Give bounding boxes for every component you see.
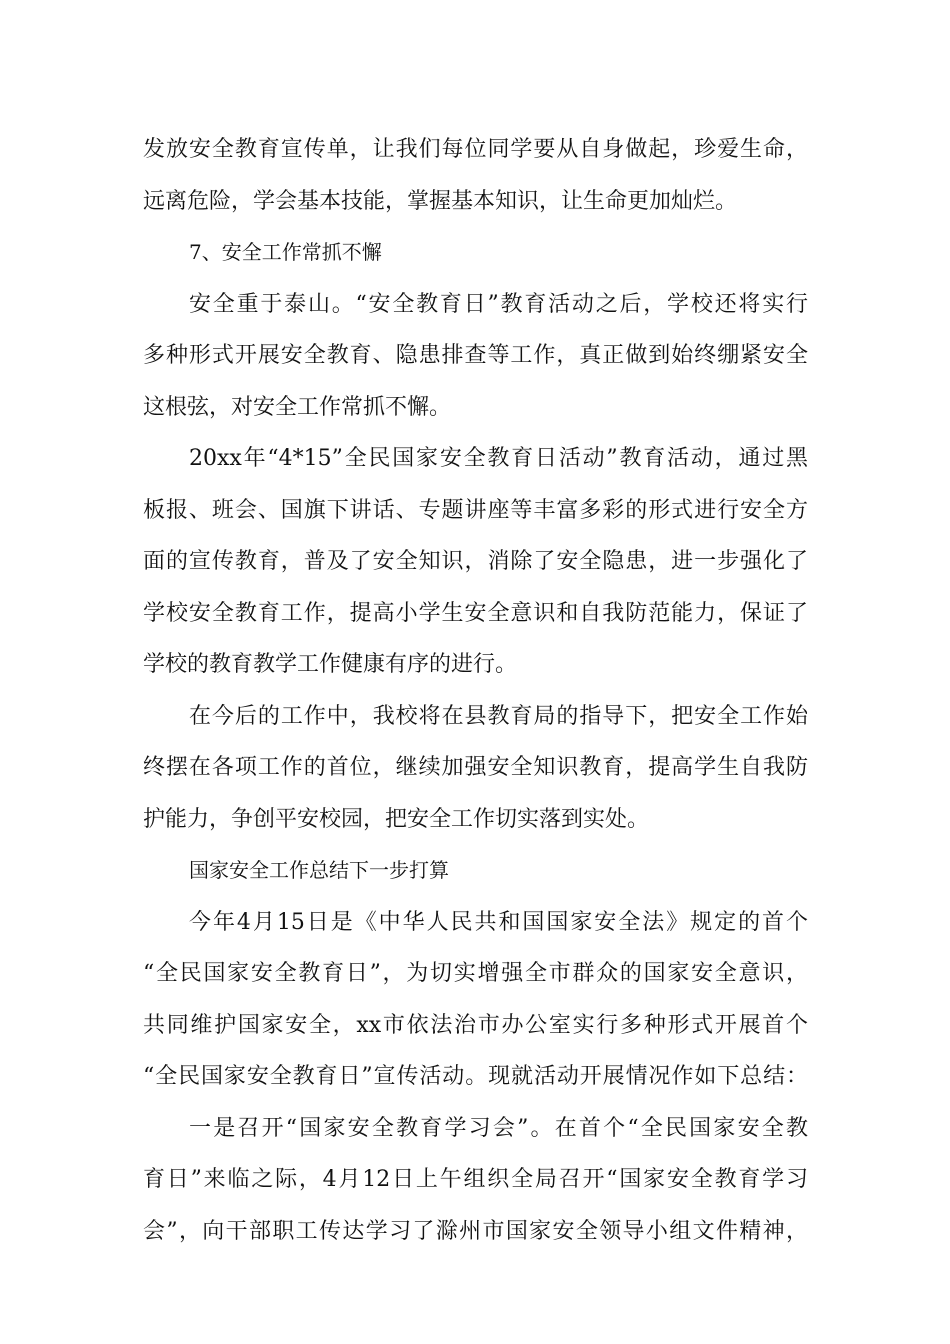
text-line: 板报、班会、国旗下讲话、专题讲座等丰富多彩的形式进行安全方	[143, 497, 808, 523]
text-line: 这根弦，对安全工作常抓不懈。	[143, 394, 452, 420]
text-line: 发放安全教育宣传单，让我们每位同学要从自身做起，珍爱生命，	[143, 137, 808, 162]
text-line: 安全重于泰山。“安全教育日”教育活动之后，学校还将实行	[189, 291, 808, 317]
text-line: 学校安全教育工作，提高小学生安全意识和自我防范能力，保证了	[143, 600, 808, 626]
text-line: 今年4月15日是《中华人民共和国国家安全法》规定的首个	[189, 909, 808, 935]
section-heading: 国家安全工作总结下一步打算	[189, 858, 449, 882]
text-line: 会”，向干部职工传达学习了滁州市国家安全领导小组文件精神，	[143, 1218, 808, 1244]
text-line: 多种形式开展安全教育、隐患排查等工作，真正做到始终绷紧安全	[143, 343, 808, 368]
document-body	[143, 124, 808, 1257]
text-line: 20xx年“4*15”全民国家安全教育日活动”教育活动，通过黑	[189, 446, 808, 471]
text-line: 在今后的工作中，我校将在县教育局的指导下，把安全工作始	[189, 703, 808, 729]
text-line: 终摆在各项工作的首位，继续加强安全知识教育，提高学生自我防	[143, 755, 808, 780]
text-line: “全民国家安全教育日”宣传活动。现就活动开展情况作如下总结：	[143, 1064, 808, 1089]
text-line: 护能力，争创平安校园，把安全工作切实落到实处。	[143, 806, 650, 832]
text-line: 育日”来临之际，4月12日上午组织全局召开“国家安全教育学习	[143, 1167, 808, 1192]
section-heading: 7、安全工作常抓不懈	[189, 240, 382, 264]
text-line: 面的宣传教育，普及了安全知识，消除了安全隐患，进一步强化了	[143, 549, 808, 574]
text-line: 一是召开“国家安全教育学习会”。在首个“全民国家安全教	[189, 1115, 808, 1141]
text-line: “全民国家安全教育日”，为切实增强全市群众的国家安全意识，	[143, 961, 808, 986]
text-line: 共同维护国家安全，xx市依法治市办公室实行多种形式开展首个	[143, 1012, 808, 1038]
text-line: 远离危险，学会基本技能，掌握基本知识，让生命更加灿烂。	[143, 188, 738, 214]
text-line: 学校的教育教学工作健康有序的进行。	[143, 652, 518, 677]
